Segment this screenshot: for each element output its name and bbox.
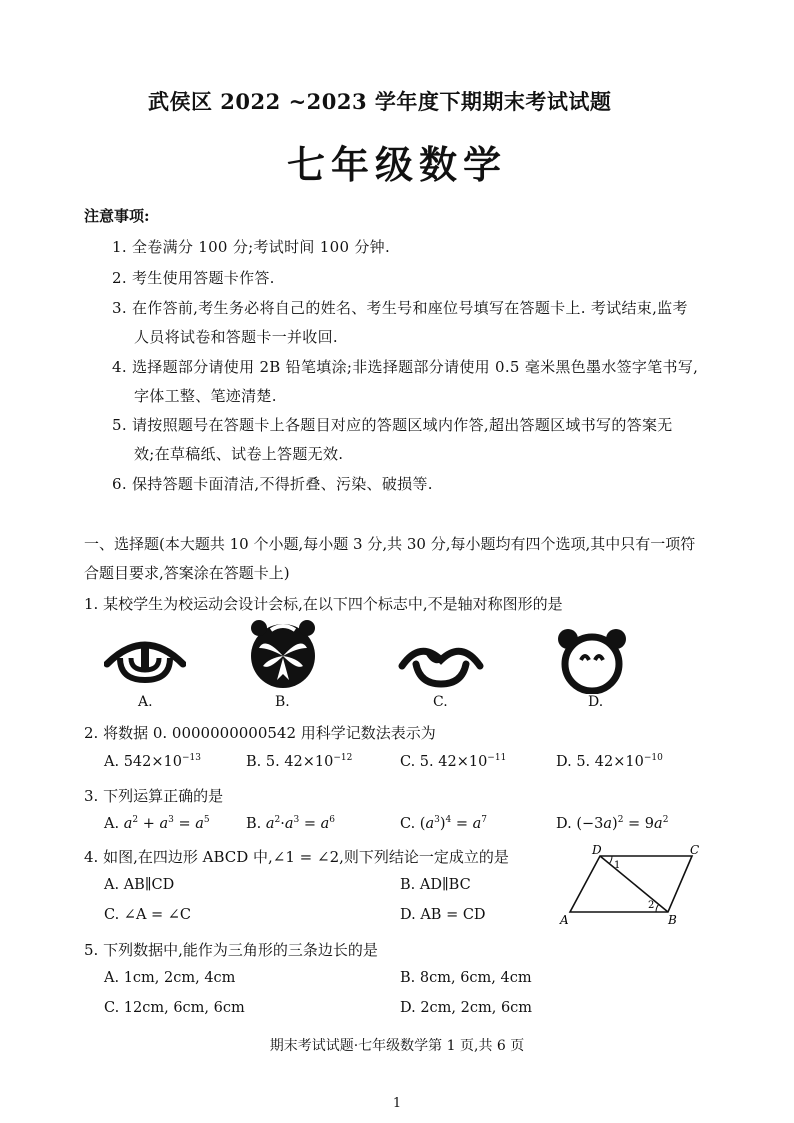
vertex-c-label: C — [690, 843, 700, 857]
notice-item-5-cont: 效;在草稿纸、试卷上答题无效. — [134, 445, 344, 463]
question-5-option-a: A. 1cm, 2cm, 4cm — [104, 970, 236, 986]
question-2-option-b: B. 5. $42\times 10^{-12}$ — [246, 753, 353, 770]
logo-d-label: D. — [588, 694, 604, 710]
quadrilateral-figure — [556, 842, 704, 928]
logo-b-icon — [247, 618, 319, 690]
notice-item-2: 2. 考生使用答题卡作答. — [112, 269, 275, 287]
notice-item-4: 4. 选择题部分请使用 2B 铅笔填涂;非选择题部分请使用 0.5 毫米黑色墨水签字笔书写, — [112, 358, 699, 376]
notice-item-3-cont: 人员将试卷和答题卡一并收回. — [134, 328, 338, 346]
vertex-d-label: D — [592, 843, 602, 857]
logo-c-label: C. — [433, 694, 448, 710]
question-4-option-d: D. AB = CD — [400, 907, 486, 923]
section-1-heading-cont: 合题目要求,答案涂在答题卡上) — [84, 564, 290, 582]
question-4-option-c: C. ∠A = ∠C — [104, 907, 192, 923]
logo-a-label: A. — [138, 694, 153, 710]
question-5-stem: 5. 下列数据中,能作为三角形的三条边长的是 — [84, 941, 378, 959]
question-1-stem: 1. 某校学生为校运动会设计会标,在以下四个标志中,不是轴对称图形的是 — [84, 595, 563, 613]
question-2-stem: 2. 将数据 0. 0000000000542 用科学记数法表示为 — [84, 724, 436, 742]
question-4-option-b: B. AD∥BC — [400, 877, 471, 893]
logo-a-icon — [104, 628, 186, 690]
page-title: 七年级数学 — [286, 142, 507, 187]
exam-header: 武侯区 2022 ~2023 学年度下期期末考试试题 — [148, 89, 612, 114]
question-4-stem: 4. 如图,在四边形 ABCD 中,∠1 = ∠2,则下列结论一定成立的是 — [84, 848, 509, 866]
angle-2-label: 2 — [648, 900, 655, 911]
vertex-b-label: B — [668, 913, 677, 927]
section-1-heading: 一、选择题(本大题共 10 个小题,每小题 3 分,共 30 分,每小题均有四个选项,其中只有一项符 — [84, 535, 696, 553]
question-3-option-d: D. $(-3a)^2 = 9a^2$ — [556, 815, 669, 832]
notice-item-1: 1. 全卷满分 100 分;考试时间 100 分钟. — [112, 238, 391, 256]
logo-b-label: B. — [275, 694, 290, 710]
notice-item-5: 5. 请按照题号在答题卡上各题目对应的答题区域内作答,超出答题区域书写的答案无 — [112, 416, 673, 434]
notice-item-3: 3. 在作答前,考生务必将自己的姓名、考生号和座位号填写在答题卡上. 考试结束,监考 — [112, 299, 688, 317]
question-3-option-a: A. $a^2 + a^3 = a^5$ — [104, 815, 210, 832]
question-2-option-a: A. $542\times 10^{-13}$ — [104, 753, 201, 770]
page-footer: 期末考试试题·七年级数学第 1 页,共 6 页 — [269, 1038, 525, 1054]
logo-c-icon — [398, 634, 484, 690]
question-3-option-b: B. $a^2\cdot a^3 = a^6$ — [246, 815, 336, 832]
question-3-option-c: C. $(a^3)^4 = a^7$ — [400, 815, 488, 832]
question-3-stem: 3. 下列运算正确的是 — [84, 787, 224, 805]
angle-1-label: 1 — [614, 860, 621, 871]
question-2-option-c: C. 5. $42\times 10^{-11}$ — [400, 753, 507, 770]
question-5-option-b: B. 8cm, 6cm, 4cm — [400, 970, 532, 986]
question-5-option-d: D. 2cm, 2cm, 6cm — [400, 1000, 533, 1016]
notice-item-4-cont: 字体工整、笔迹清楚. — [134, 387, 277, 405]
page-number: 1 — [392, 1096, 402, 1111]
vertex-a-label: A — [560, 913, 569, 927]
question-4-option-a: A. AB∥CD — [104, 877, 175, 893]
notice-item-6: 6. 保持答题卡面清洁,不得折叠、污染、破损等. — [112, 475, 433, 493]
logo-d-icon — [555, 624, 629, 694]
notice-heading: 注意事项: — [84, 207, 150, 225]
question-5-option-c: C. 12cm, 6cm, 6cm — [104, 1000, 245, 1016]
question-2-option-d: D. 5. $42\times 10^{-10}$ — [556, 753, 663, 770]
